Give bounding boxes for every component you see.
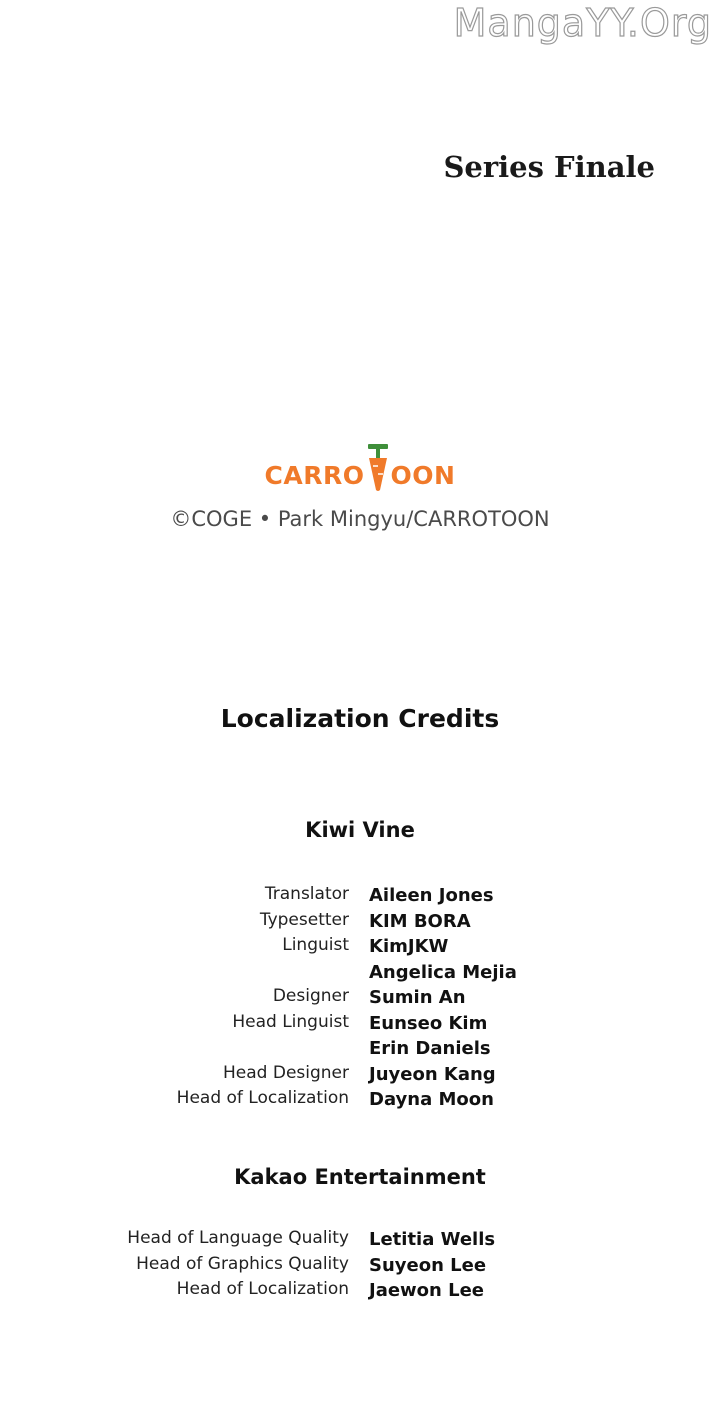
- credit-role: Linguist: [282, 935, 349, 955]
- credit-name: Juyeon Kang: [369, 1063, 496, 1085]
- credit-row: [0, 884, 720, 910]
- credit-row: [0, 1088, 720, 1114]
- credit-name: Dayna Moon: [369, 1089, 494, 1110]
- credit-role: Head of Graphics Quality: [136, 1253, 349, 1274]
- credit-role: Head of Localization: [176, 1088, 349, 1108]
- credit-role: Head Designer: [223, 1062, 349, 1083]
- credit-row: [0, 1012, 720, 1038]
- credit-name: KIM BORA: [369, 910, 471, 932]
- credit-name: Erin Daniels: [369, 1038, 491, 1059]
- credit-name: Sumin An: [369, 987, 466, 1008]
- copyright-line: ©COGE • Park Mingyu/CARROTOON: [170, 507, 550, 531]
- credit-row: [0, 1279, 720, 1305]
- credit-role: Typesetter: [259, 909, 349, 930]
- credit-row: [0, 1254, 720, 1280]
- kiwi-vine-title: Kiwi Vine: [305, 818, 415, 842]
- credit-name: Aileen Jones: [369, 885, 494, 906]
- series-finale-title: Series Finale: [443, 150, 655, 184]
- credit-role: Head of Language Quality: [127, 1228, 349, 1248]
- credit-row: [0, 910, 720, 936]
- localization-credits-title: Localization Credits: [220, 704, 500, 733]
- credit-role: Designer: [272, 986, 349, 1006]
- credit-name: Jaewon Lee: [369, 1280, 485, 1301]
- carrotoon-logo: [0, 442, 720, 490]
- logo-text-left: CARRO: [264, 461, 365, 490]
- credit-name: Letitia Wells: [369, 1229, 496, 1250]
- credit-name: KimJKW: [369, 936, 449, 957]
- credit-role: Translator: [264, 884, 349, 904]
- credit-role: Head of Localization: [176, 1279, 349, 1299]
- kiwi-vine-credits: [0, 884, 720, 1114]
- credit-row: [0, 986, 720, 1012]
- kakao-entertainment-title: Kakao Entertainment: [234, 1165, 486, 1189]
- credit-row: [0, 961, 720, 987]
- credit-name: Eunseo Kim: [369, 1012, 488, 1034]
- credit-role: Head Linguist: [232, 1011, 349, 1032]
- carrot-icon: [367, 444, 389, 492]
- credit-row: [0, 935, 720, 961]
- kakao-credits: [0, 1228, 720, 1305]
- credit-row: [0, 1037, 720, 1063]
- credit-name: Suyeon Lee: [369, 1254, 487, 1276]
- credit-row: [0, 1228, 720, 1254]
- site-watermark: MangaYY.Org: [453, 1, 712, 45]
- logo-text-right: OON: [390, 461, 456, 490]
- credit-name: Angelica Mejia: [369, 961, 517, 983]
- credit-row: [0, 1063, 720, 1089]
